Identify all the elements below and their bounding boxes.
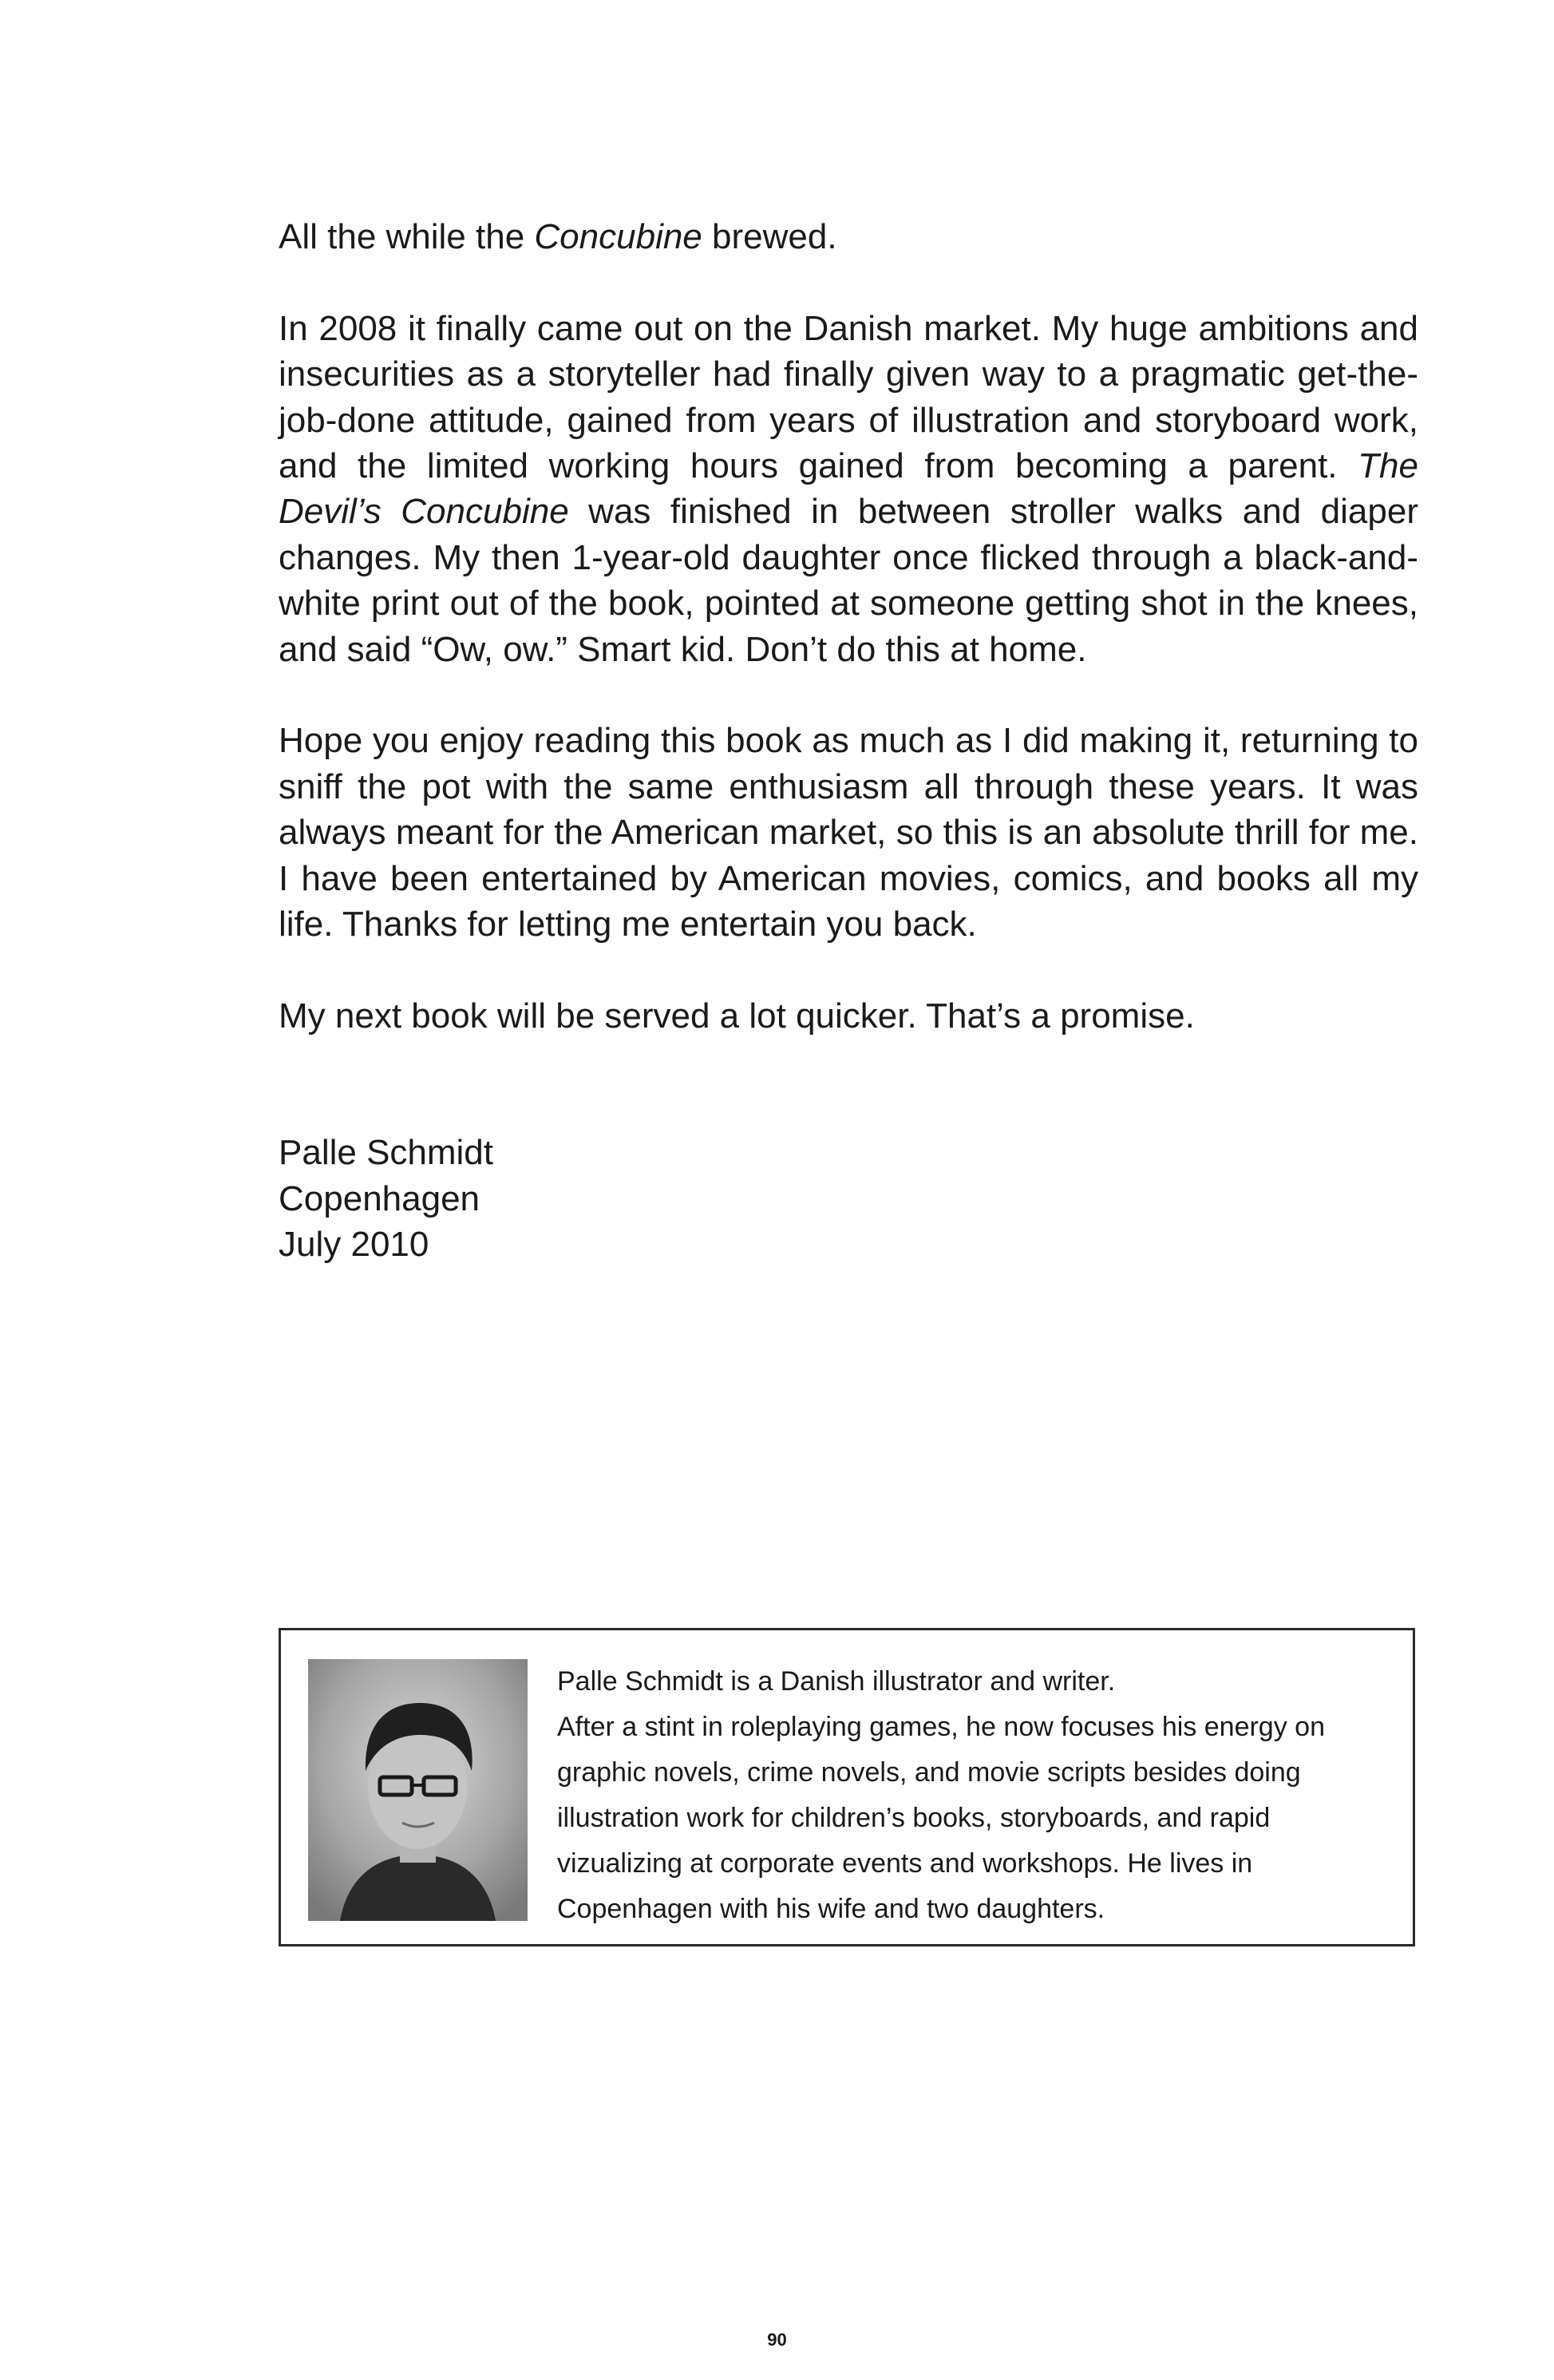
paragraph-4: My next book will be served a lot quicker. That’s a promise. (279, 996, 1195, 1036)
author-bio-text (557, 1659, 1387, 1932)
bio-line-2: After a stint in roleplaying games, he now focuses his energy on graphic novels, crime novels, and movie scripts besides doing illustration work for children’s books, storyboards, and rapid vizualizing at corporate events and workshops. He lives in Copenhagen with his wife and two daughters. (557, 1712, 1325, 1924)
p2-part1: In 2008 it finally came out on the Danish market. My huge ambitions and insecurities as a storyteller had finally given way to a pragmatic get-the-job-done attitude, gained from years of illustration and storyboard work, and the limited working hours gained from becoming a parent. (279, 308, 1418, 486)
p1-title-italic: Concubine (534, 217, 702, 256)
author-portrait-icon (308, 1659, 528, 1921)
signature-city: Copenhagen (279, 1178, 480, 1218)
page-number: 90 (767, 2330, 787, 2350)
p1-before: All the while the (279, 217, 535, 256)
paragraph-2 (279, 306, 1418, 672)
paragraph-3: Hope you enjoy reading this book as much as I did making it, returning to sniff the pot with the same enthusiasm all through these years. It was always meant for the American market, so this is an absolute thrill for me. I have been entertained by American movies, comics, and books all my life. Thanks for letting me entertain you back. (279, 721, 1418, 944)
signature-date: July 2010 (279, 1225, 429, 1265)
bio-line-1: Palle Schmidt is a Danish illustrator and writer. (557, 1666, 1116, 1697)
p2-part2: was finished in between stroller walks and diaper changes. My then 1-year-old daughter once flicked through a black-and-white print out of the book, pointed at someone getting shot in the knees, and said “Ow, ow.” Smart kid. Don’t do this at home. (279, 492, 1418, 669)
p1-after: brewed. (702, 217, 837, 256)
paragraph-1 (279, 214, 1418, 259)
p2-title-italic: The Devil’s Concubine (279, 446, 1418, 532)
signature-block (279, 1130, 1418, 1267)
author-bio-box (279, 1628, 1415, 1946)
author-photo (308, 1659, 528, 1921)
afterword-text (279, 214, 1418, 1267)
signature-name: Palle Schmidt (279, 1133, 494, 1173)
